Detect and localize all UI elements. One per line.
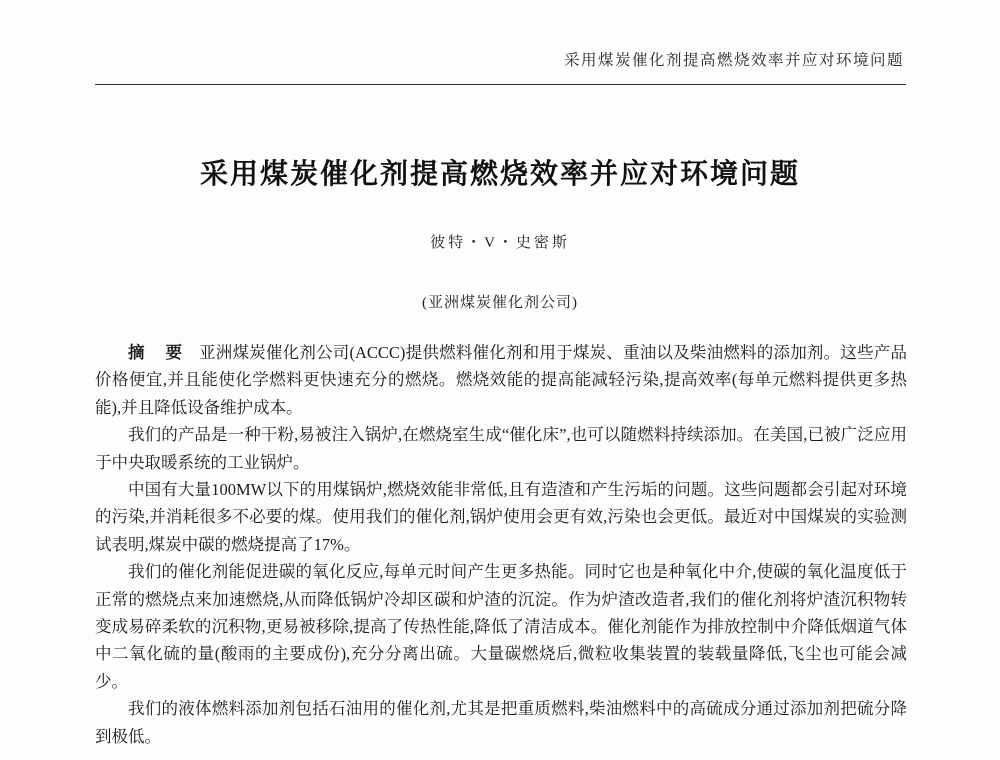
author-name: 彼特・V・史密斯: [430, 235, 570, 251]
abstract-label: 摘 要: [128, 343, 185, 362]
body-paragraph: 中国有大量100MW以下的用煤锅炉,燃烧效能非常低,且有造渣和产生污垢的问题。这些问题都会引起对环境的污染,并消耗很多不必要的煤。使用我们的催化剂,锅炉使用会更有效,污染也会更低。最近对中国煤炭的实验测试表明,煤炭中碳的燃烧提高了17%。: [95, 480, 907, 554]
running-header: 采用煤炭催化剂提高燃烧效率并应对环境问题: [563, 52, 904, 69]
body-paragraph: 我们的催化剂能促进碳的氧化反应,每单元时间产生更多热能。同时它也是种氧化中介,使碳的氧化温度低于正常的燃烧点来加速燃烧,从而降低锅炉冷却区碳和炉渣的沉淀。作为炉渣改造者,我们的催化剂将炉渣沉积物转变成易碎柔软的沉积物,更易被移除,提高了传热性能,降低了清洁成本。催化剂能作为排放控制中介降低烟道气体中二氧化硫的量(酸雨的主要成份),充分分离出硫。大量碳燃烧后,微粒收集装置的装载量降低,飞尘也可能会减少。: [95, 562, 907, 691]
abstract-text: 亚洲煤炭催化剂公司(ACCC)提供燃料催化剂和用于煤炭、重油以及柴油燃料的添加剂。这些产品价格便宜,并且能使化学燃料更快速充分的燃烧。燃烧效能的提高能减轻污染,提高效率(每单元燃料提供更多热能),并且降低设备维护成本。: [95, 343, 908, 417]
abstract-section: [95, 339, 907, 750]
paper-title: 采用煤炭催化剂提高燃烧效率并应对环境问题: [199, 159, 800, 190]
author-affiliation: (亚洲煤炭催化剂公司): [422, 295, 578, 311]
body-paragraph: 我们的液体燃料添加剂包括石油用的催化剂,尤其是把重质燃料,柴油燃料中的高硫成分通过添加剂把硫分降到极低。: [95, 699, 907, 746]
abstract-paragraph: [95, 339, 907, 421]
header-rule-divider: [95, 84, 906, 85]
body-paragraph: 我们的产品是一种干粉,易被注入锅炉,在燃烧室生成“催化床”,也可以随燃料持续添加。在美国,已被广泛应用于中央取暖系统的工业锅炉。: [95, 425, 907, 472]
